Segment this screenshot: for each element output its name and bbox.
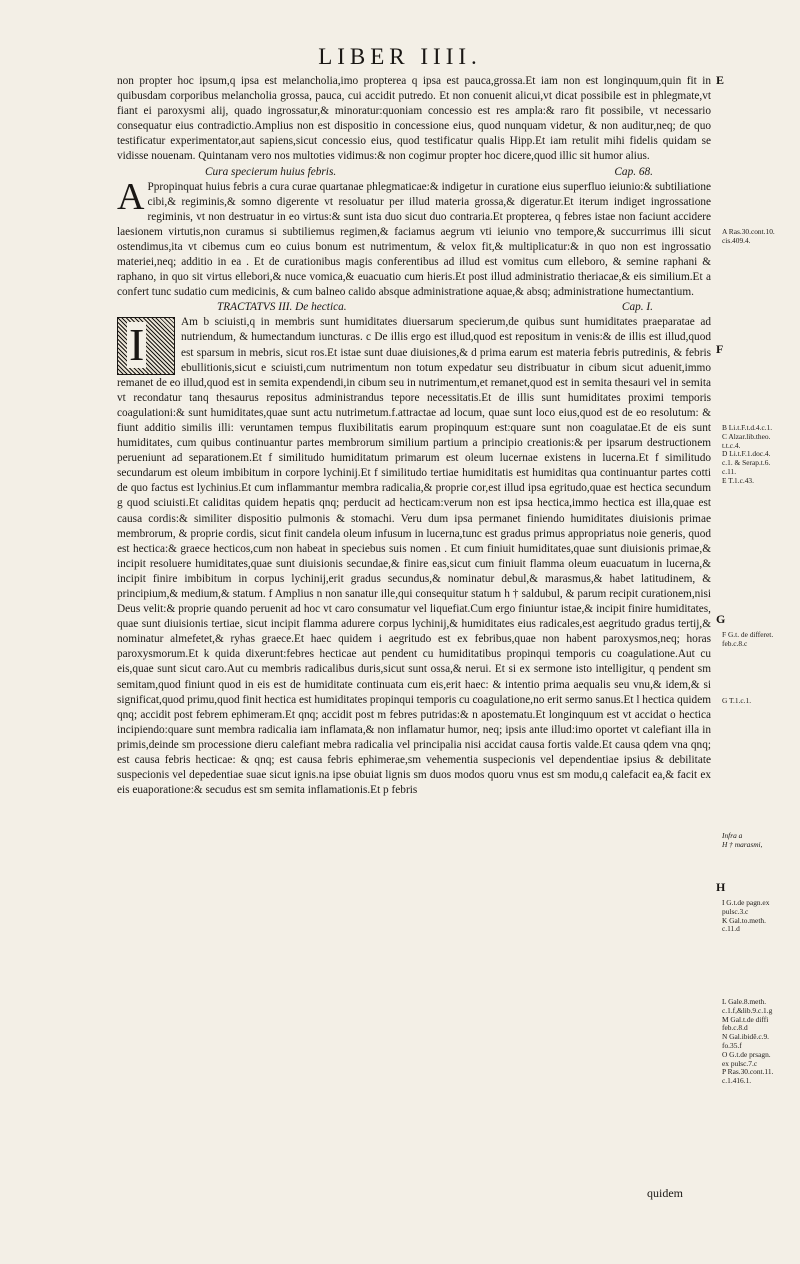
page-header: LIBER IIII. [318, 44, 482, 69]
body-text [117, 74, 711, 798]
rubric-title: TRACTATVS III. De hectica. [217, 301, 347, 314]
woodcut-initial-i [117, 317, 175, 375]
paragraph-cura [117, 175, 711, 301]
paragraph-cura-text: Ppropinquat huius febris a cura curae quartanae phlegmaticae:& indigetur in curatione eius superfluo ieiunio:& subtiliatione cibi,& regiminis,& somno digerente vt resoluatur per illud materia grossa,& digeratur.Et iterum indiget ingrossatione regiminis, vt non destruatur in eo virtus:& sunt ista duo sicut duo contraria.Et propterea, q febres istae non faciunt accidere laesionem virtutis,non curamus si subtiliemus regimen,& faciamus aegrum vti ieiunio vno tempore,& succurrimus illi sicut ostendimus,ita vt cibemus cum eo cuius bonum est nutrimentum, & velox fit,& multiplicatur:& in quo non est ingrossatio materiei,neq; additio in ea . Et de curationibus magis conferentibus ad illud est vomitus cum elleboro, & semine raphani & raphano, in quo sit virtus ellebori,& nuce vomica,& euacuatio cum hieris.Et post illud administratio theriacae,& eis similium.Et a confert tunc sudatio cum medicinis, & cum balneo calido absque administratione aquae,& absq; administratione humectantium. [117, 180, 711, 299]
section-letter-f: F [716, 342, 724, 356]
paragraph-hectica [117, 315, 711, 798]
rubric-title: Cura specierum huius febris. [205, 165, 337, 178]
marginal-notes-b-e: B Li.t.F.t.d.4.c.1. C Alzar.lib.theo. t.t.c.4. D Li.t.F.1.doc.4. c.1. & Serap.t.6. c.11. E T.1.c.43. [722, 423, 773, 485]
catchword: quidem [647, 1186, 683, 1200]
rubric-chapter-number: Cap. I. [621, 301, 653, 314]
chapter-rubric-hectica [117, 300, 711, 315]
woodcut-letter: I [129, 319, 145, 371]
marginal-note-a: A Ras.30.cont.10. cis.409.4. [722, 227, 775, 245]
marginal-note-f: F G.t. de differet. feb.c.8.c [722, 630, 774, 648]
section-letter-h: H [716, 880, 726, 894]
paragraph-hectica-text: Am b sciuisti,q in membris sunt humiditates diuersarum specierum,de quibus sunt humiditates praeparatae ad nutriendum, & humectandum iuncturas. c De illis ergo est illud,quod est repositum in venis:& de illis est illud,quod est sparsum in mebris, sicut ros.Et istae sunt duae diuisiones,& d prima earum est materia febris putredinis, & febris ebullitionis,sicut e sciuisti,cum nutrimentum non totum expedatur seu distribuatur in cibum sicut aduenit,immo remanet de eo illud,quod est in semita expendendi,in cibum seu in nutrimentum,et remanet,quod est in semita thesauri vel in semita vt recondatur tanq thesaurus repositus administrandus tepore necessitatis.Et de illis sunt humiditates proximi temporis coagulationi:& sunt humiditates,quae sunt actu nutrimetum.f.attractae ad locum, quae sunt loco eius,quod est de eo resolutum: & fiunt additio similis illi: veruntamen tempus fluxibilitatis earum propinquum est:quare sunt non coagulatae.Et de eis sunt humiditates, cum quibus continuantur partes membrorum similium partium a principio creationis:& per ipsarum destructionem perueniunt ad separationem.Et f similitudo humiditatum primarum est oleum lucernae existens in lucerna.Et f similitudo secundarum est oleum imbibitum in corpore lychinij.Et f similitudo tertiae humiditatis est humiditas qua continuantur partes cotti de quo factus est lychinius.Et cum inflammantur membra radicalia,& proprie cor,est illud ipsa egritudo,quae est hectica secundum g quod sciuisti.Et caliditas quidem hepatis qnq; perducit ad hecticam:verum non est ipsa hectica,immo hectica est illa,quae est causa cordis:& similiter dispositio pulmonis & stomachi. Veru dum ipsa permanet finiendo humiditates diuisionis primae membrorum, & proprie cordis, sicut finit candela oleum infusum in lucerna,tunc est gradus primus appropriatus noie generis, quod est hectica:& graece hecticos,cum non habeat in speciebus suis nomen . Et cum finiuit humiditates,quae sunt diuisionis primae,& incipit resoluere humiditates,quae sunt diuisionis secundae,& finire eas,sicut cum finiuit flamma oleum euacuatum in lucerna,& incipit finire imbibitum in corpus lychinij,erit gradus secundus,& nominatur debul,& marasmus,& habet latitudinem, & principium,& medium,& statum. f Amplius n non sanatur ille,qui consequitur statum h † saldubul, & parum recipit curationem,nisi Deus velit:& proprie quando peruenit ad hoc vt caro consumatur vel liquefiat.Cum ergo finiuntur istae,& incipit finire humiditates, quae sunt diuisionis tertiae, sicut incipit flamma adurere corpus lychinij,& humiditates eius radicales,est aegritudo gradus tertij,& nominatur almefetet,& ryhas graece.Et haec quidem i aegritudo est ex febribus,quae non habent paroxysmos,neq; horas paroxysmorum.Et k quida dixerunt:febres hecticae aut pendent cu humiditatibus propinqui temporis cu coagulatione.Aut cu eis,quae sunt sicut caro.Aut cu membris radicalibus duris,sicut sunt ossa,& nerui. Et si ex sermone isto intelligitur, q pendent sm semitam,quod finiunt quod in eis est de humiditate continuata cum eis,erit haec: & intentio prima aequalis seu vnu,& idem,& si significat,quod primu,quod finit hectica est humiditates propinqui temporis cu coagulatione,no erit sermo sanus.Et l hectica quidem qnq; accidit post febrem ephimeram.Et qnq; accidit post m febres putridas:& n apostematu.Et longinquum est vt accidat o hectica incipiendo:quare sunt membra radicalia iam inflamata,& non inflamatur humor, neq; ipsis ante illud:imo oportet vt calefiant illa in primis,deinde sm processione dieru calefiant mebra radicalia vel principalia nisi accidat causa fortis valde.Et causa qdem vna qnq; est causa febris hecticae: & qnq; est causa febris ephimerae,sm vehementia suspecionis vel dependentiae ipsius & debilitate suspecionis vel depedentiae suae sicut ignis.na ipse obuiat lignis sm duos modos quoru vnus est sm modu,q calefacit ea,& facit ex eis euaporatione:& secudus est sm semita inflamationis.Et p febris [117, 316, 711, 797]
section-letter-e: E [716, 73, 725, 87]
paragraph-continuation: non propter hoc ipsum,q ipsa est melancholia,imo propterea q ipsa est pauca,grossa.Et iam non est longinquum,quin fit in quibusdam corporibus melancholia grossa, pauca, cui accidit putredo. Et non conuenit alicui,vt dicat possibile est in phlegmate,vt fiant ei paroxysmi alij, quado ingrossatur,& minoratur:quoniam concessio est res ampla:& raro fit possibile, vt necessario consequatur eius contradictio.Amplius non est dispositio in concessione eius, quod nunquam videtur, & non auditur,neq; de quo testificatur experimentator,aut sapiens,sicut concessio eius, quod testificatur qualis Hipp.Et iam retulit mihi fidelis quidam se vidisse nouenam. Quintanam vero nos multoties vidimus:& non cogimur propter hoc dicere,quod illic sit humor alius. [117, 75, 711, 163]
rubric-chapter-number: Cap. 68. [614, 165, 653, 178]
section-letter-g: G [716, 612, 726, 626]
marginal-notes-l-p: L Gale.8.meth. c.1.f,&lib.9.c.1.g M Gal.t.de diffi feb.c.8.d N Gal.ibidē.c.9. fo.35.f O G.t.de prsagn. ex pulsc.7.c P Ras.30.cont.11. c.1.416.1. [722, 997, 774, 1086]
marginal-note-g: G T.1.c.1. [722, 696, 752, 705]
marginal-notes-i-k: I G.t.de pagn.ex pulsc.3.c K Gal.to.meth. c.11.d [722, 898, 770, 934]
chapter-rubric-cura [117, 165, 711, 180]
marginal-note-h: Infra a H † marasmi, [722, 831, 763, 849]
drop-cap-a: A [117, 175, 145, 218]
